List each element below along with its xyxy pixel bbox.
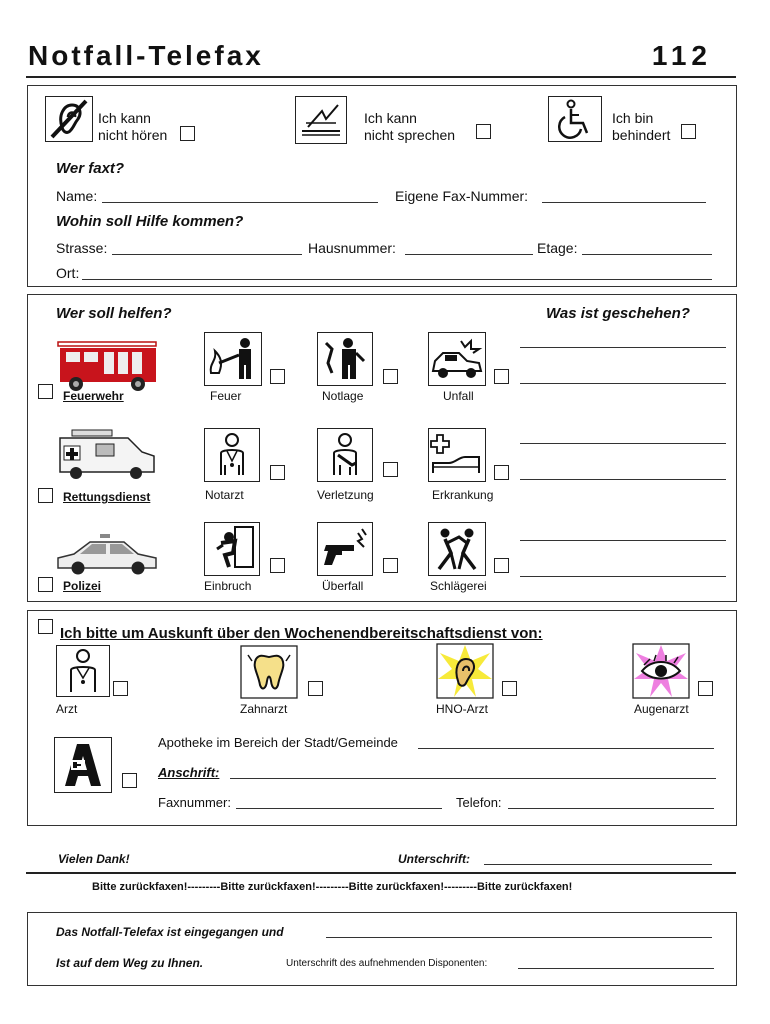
ambulance-checkbox[interactable] (38, 488, 53, 503)
signature-label: Unterschrift: (398, 852, 471, 866)
emergency-number: 112 (651, 40, 712, 71)
fire-icon (204, 332, 262, 386)
fight-icon (428, 522, 486, 576)
emergency-label: Notlage (322, 389, 364, 403)
what-happened-heading: Was ist geschehen? (546, 305, 690, 322)
pharmacy-icon (54, 737, 112, 793)
received-field[interactable] (326, 937, 712, 938)
fire-brigade-label: Feuerwehr (63, 389, 124, 403)
police-checkbox[interactable] (38, 577, 53, 592)
mute-icon (295, 96, 347, 144)
illness-checkbox[interactable] (494, 465, 509, 480)
ophthalmologist-checkbox[interactable] (698, 681, 713, 696)
pharmacy-area-field[interactable] (418, 748, 714, 749)
tooth-icon (240, 645, 298, 699)
emergency-doctor-label: Notarzt (205, 488, 244, 502)
car-crash-icon (428, 332, 486, 386)
burglary-label: Einbruch (204, 579, 252, 593)
dentist-checkbox[interactable] (308, 681, 323, 696)
street-field[interactable] (112, 254, 302, 255)
address-field[interactable] (230, 778, 716, 779)
dispatcher-section (27, 912, 737, 986)
address-label: Anschrift: (158, 765, 220, 780)
disabled-checkbox[interactable] (681, 124, 696, 139)
signature-field[interactable] (484, 864, 712, 865)
option-label-disabled-1: Ich bin (612, 110, 654, 126)
phone-label: Telefon: (456, 795, 502, 810)
robbery-checkbox[interactable] (383, 558, 398, 573)
what-happened-line-2[interactable] (520, 383, 726, 384)
brawl-label: Schlägerei (430, 579, 487, 593)
header-rule (26, 76, 736, 78)
accident-checkbox[interactable] (494, 369, 509, 384)
wheelchair-icon (548, 96, 602, 142)
who-faxes-heading: Wer faxt? (56, 160, 125, 177)
injury-checkbox[interactable] (383, 462, 398, 477)
option-label-mute-1: Ich kann (364, 110, 417, 126)
what-happened-line-1[interactable] (520, 347, 726, 348)
fire-truck-icon (56, 334, 160, 392)
page-title: Notfall-Telefax (28, 40, 264, 71)
illness-label: Erkrankung (432, 488, 494, 502)
phone-field[interactable] (508, 808, 714, 809)
on-the-way-text: Ist auf dem Weg zu Ihnen. (56, 956, 204, 970)
what-happened-line-3[interactable] (520, 443, 726, 444)
ambulance-icon (56, 428, 158, 482)
house-number-label: Hausnummer: (308, 240, 396, 256)
fire-brigade-checkbox[interactable] (38, 384, 53, 399)
fire-checkbox[interactable] (270, 369, 285, 384)
fax-number-label: Eigene Fax-Nummer: (395, 188, 529, 204)
police-car-icon (54, 530, 160, 576)
fax-number-field[interactable] (542, 202, 706, 203)
eye-icon (632, 643, 690, 699)
burglar-icon (204, 522, 260, 576)
dentist-label: Zahnarzt (240, 702, 288, 716)
emergency-doctor-checkbox[interactable] (270, 465, 285, 480)
pharmacy-checkbox[interactable] (122, 773, 137, 788)
burglary-checkbox[interactable] (270, 558, 285, 573)
police-label: Polizei (63, 579, 102, 593)
floor-field[interactable] (582, 254, 712, 255)
fax-label: Faxnummer: (158, 795, 231, 810)
general-doctor-icon (56, 645, 110, 697)
emergency-person-icon (317, 332, 373, 386)
accident-label: Unfall (443, 389, 474, 403)
doctor-label: Arzt (56, 702, 78, 716)
doctor-icon (204, 428, 260, 482)
mute-checkbox[interactable] (476, 124, 491, 139)
ent-doctor-label: HNO-Arzt (436, 702, 488, 716)
sickbed-icon (428, 428, 486, 482)
ambulance-label: Rettungsdienst (63, 490, 151, 504)
what-happened-line-4[interactable] (520, 479, 726, 480)
floor-label: Etage: (537, 240, 578, 256)
weekend-service-checkbox[interactable] (38, 619, 53, 634)
fire-label: Feuer (210, 389, 242, 403)
name-label: Name: (56, 188, 98, 204)
what-happened-line-6[interactable] (520, 576, 726, 577)
injury-label: Verletzung (317, 488, 374, 502)
footer-rule (26, 872, 736, 874)
doctor-checkbox[interactable] (113, 681, 128, 696)
street-label: Strasse: (56, 240, 108, 256)
dispatcher-signature-label: Unterschrift des aufnehmenden Disponenten: (286, 958, 488, 969)
ent-doctor-checkbox[interactable] (502, 681, 517, 696)
option-label-deaf-1: Ich kann (98, 110, 151, 126)
who-helps-heading: Wer soll helfen? (56, 305, 172, 322)
dispatcher-signature-field[interactable] (518, 968, 714, 969)
received-text: Das Notfall-Telefax ist eingegangen und (56, 925, 284, 939)
what-happened-line-5[interactable] (520, 540, 726, 541)
ear-icon (436, 643, 494, 699)
deaf-checkbox[interactable] (180, 126, 195, 141)
weekend-service-heading: Ich bitte um Auskunft über den Wochenendbereitschaftsdienst von: (60, 625, 543, 642)
option-label-disabled-2: behindert (612, 127, 671, 143)
thanks-text: Vielen Dank! (58, 852, 130, 866)
deaf-icon (45, 96, 93, 142)
name-field[interactable] (102, 202, 378, 203)
weekend-service-section (27, 610, 737, 826)
pharmacy-area-label: Apotheke im Bereich der Stadt/Gemeinde (158, 735, 398, 750)
city-field[interactable] (82, 279, 712, 280)
option-label-deaf-2: nicht hören (98, 127, 168, 143)
fax-back-banner: Bitte zurückfaxen!---------Bitte zurückfaxen!---------Bitte zurückfaxen!---------Bitte zurückfaxen! (92, 881, 573, 893)
city-label: Ort: (56, 265, 80, 281)
gun-icon (317, 522, 373, 576)
where-help-heading: Wohin soll Hilfe kommen? (56, 213, 244, 230)
ophthalmologist-label: Augenarzt (634, 702, 689, 716)
robbery-label: Überfall (322, 579, 364, 593)
house-number-field[interactable] (405, 254, 533, 255)
emergency-checkbox[interactable] (383, 369, 398, 384)
injury-icon (317, 428, 373, 482)
fax-field[interactable] (236, 808, 442, 809)
option-label-mute-2: nicht sprechen (364, 127, 456, 143)
brawl-checkbox[interactable] (494, 558, 509, 573)
